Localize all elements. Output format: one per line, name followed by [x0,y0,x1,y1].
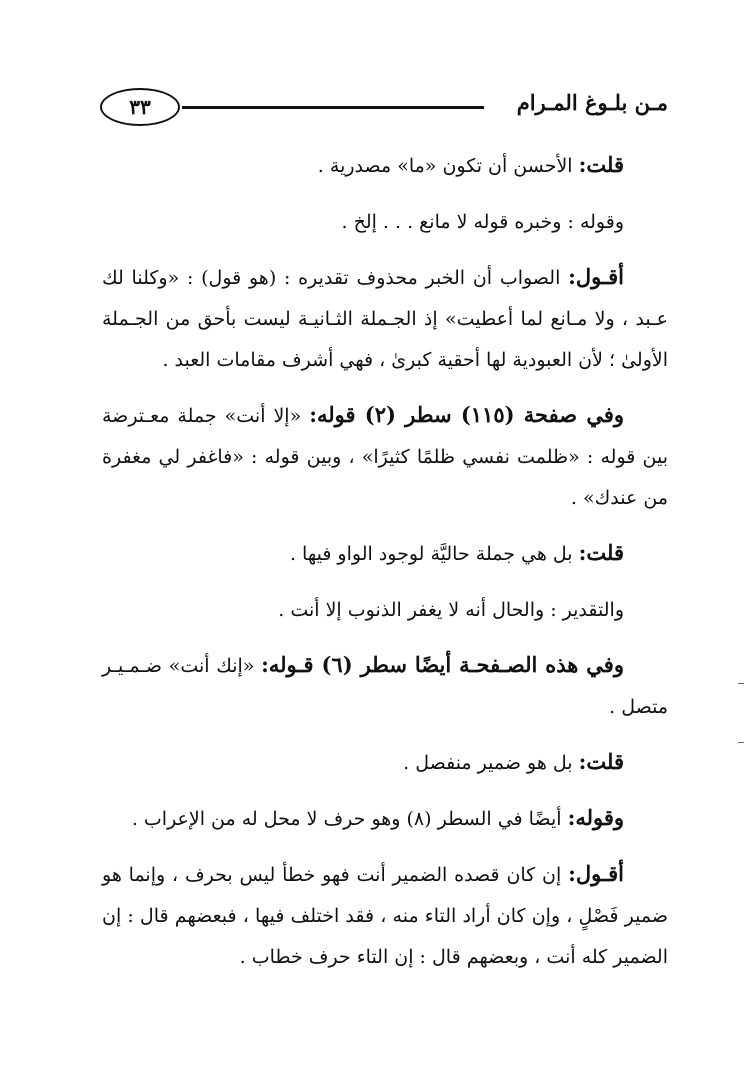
paragraph-text: الصواب أن الخبر محذوف تقديره : (هو قول) : «وكلنا لك عـبد ، ولا مـانع لما أعطيت» إذ الجـملة الثـانيـة ليست بأحق من الجـملة الأولىٰ ؛ لأن العبودية لها أحقية كبرىٰ ، فهي أشرف مقامات العبد . [102,267,668,371]
paragraph [102,644,668,728]
margin-tick [738,742,744,743]
paragraph [102,853,668,978]
paragraph-label: قلت: [578,749,624,774]
page-header [100,86,668,126]
paragraph [102,394,668,519]
paragraph-label: أقـول: [568,861,624,886]
paragraph [102,144,668,187]
paragraph-label: قلت: [578,152,624,177]
page-body [102,144,668,991]
paragraph-text: الأحسن أن تكون «ما» مصدرية . [317,155,579,177]
paragraph [102,797,668,840]
paragraph [102,532,668,575]
page-number: ٣٣ [100,88,180,126]
paragraph-text: بل هي جملة حاليَّة لوجود الواو فيها . [289,543,579,565]
paragraph [102,741,668,784]
paragraph-text: بل هو ضمير منفصل . [403,752,579,774]
header-rule [182,106,484,109]
paragraph-text: والتقدير : والحال أنه لا يغفر الذنوب إلا أنت . [278,599,624,621]
paragraph [102,588,668,631]
paragraph-text: أيضًا في السطر (٨) وهو حرف لا محل له من الإعراب . [131,808,568,830]
margin-tick [738,683,744,684]
paragraph-text: إن كان قصده الضمير أنت فهو خطأ ليس بحرف ، وإنما هو ضمير فَصْلٍ ، وإن كان أراد التاء منه ، فقد اختلف فيها ، فبعضهم قال : إن الضمير كله أنت ، وبعضهم قال : إن التاء حرف خطاب . [102,864,668,968]
paragraph-label: قلت: [578,540,624,565]
paragraph-text: وقوله : وخبره قوله لا مانع . . . إلخ . [341,211,624,233]
running-title: مـن بلـوغ المـرام [516,90,668,115]
paragraph-label: وقوله: [567,805,624,830]
paragraph-label: أقـول: [568,264,624,289]
paragraph-text: «إنك أنت» ضـمـيـر متصل . [102,655,668,718]
paragraph-label: وفي صفحة (١١٥) سطر (٢) قوله: [309,402,625,427]
paragraph [102,200,668,243]
paragraph-text: «إلا أنت» جملة معـترضة بين قوله : «ظلمت نفسي ظلمًا كثيرًا» ، وبين قوله : «فاغفر لي مغفرة من عندك» . [102,405,668,509]
paragraph [102,256,668,381]
paragraph-label: وفي هذه الصـفحـة أيضًا سطر (٦) قـوله: [261,652,624,677]
